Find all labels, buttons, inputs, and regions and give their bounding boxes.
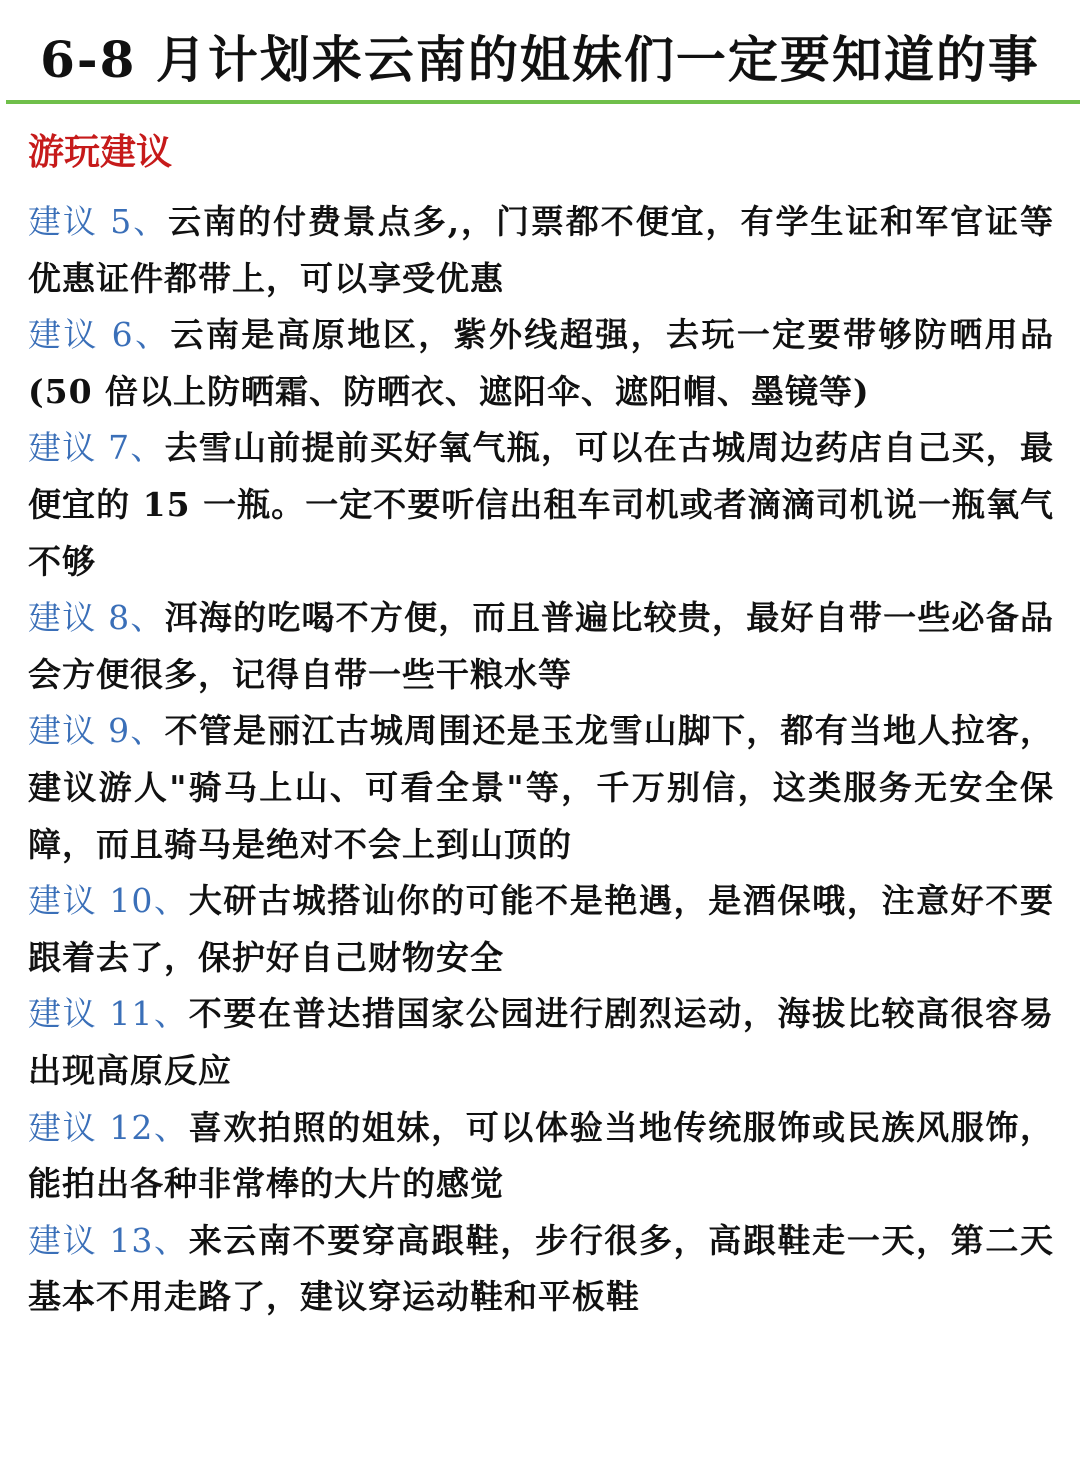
tip-label: 建议 10、 xyxy=(28,881,189,921)
tip-item xyxy=(28,1100,1054,1213)
tip-label: 建议 8、 xyxy=(28,598,165,638)
tip-item xyxy=(28,590,1054,703)
tip-label: 建议 12、 xyxy=(28,1107,189,1147)
tip-text: 去雪山前提前买好氧气瓶，可以在古城周边药店自己买，最便宜的 15 一瓶。一定不要听信出租车司机或者滴滴司机说一瓶氧气不够 xyxy=(28,428,1054,581)
tip-text: 云南是高原地区，紫外线超强，去玩一定要带够防晒用品(50 倍以上防晒霜、防晒衣、遮阳伞、遮阳帽、墨镜等) xyxy=(28,315,1054,411)
tip-item xyxy=(28,420,1054,590)
tip-label: 建议 9、 xyxy=(28,711,165,751)
page-title: 6-8 月计划来云南的姐妹们一定要知道的事 xyxy=(40,30,1040,89)
tip-label: 建议 5、 xyxy=(28,202,169,241)
tip-item xyxy=(28,1213,1054,1326)
title-divider xyxy=(6,100,1080,104)
tip-item xyxy=(28,307,1054,420)
tip-text: 喜欢拍照的姐妹，可以体验当地传统服饰或民族风服饰，能拍出各种非常棒的大片的感觉 xyxy=(28,1107,1055,1204)
tip-text: 来云南不要穿高跟鞋，步行很多，高跟鞋走一天，第二天基本不用走路了，建议穿运动鞋和平板鞋 xyxy=(28,1220,1055,1317)
tip-text: 不要在普达措国家公园进行剧烈运动，海拔比较高很容易出现高原反应 xyxy=(28,994,1055,1090)
tip-text: 云南的付费景点多,，门票都不便宜，有学生证和军官证等优惠证件都带上，可以享受优惠 xyxy=(28,202,1054,298)
section-title: 游玩建议 xyxy=(28,131,173,173)
tip-label: 建议 6、 xyxy=(28,315,171,355)
tip-item xyxy=(28,194,1054,307)
tip-text: 不管是丽江古城周围还是玉龙雪山脚下，都有当地人拉客，建议游人"骑马上山、可看全景"等，千万别信，这类服务无安全保障，而且骑马是绝对不会上到山顶的 xyxy=(28,711,1054,864)
tip-label: 建议 13、 xyxy=(28,1220,189,1260)
tip-text: 大研古城搭讪你的可能不是艳遇，是酒保哦，注意好不要跟着去了，保护好自己财物安全 xyxy=(28,881,1055,977)
tips-list xyxy=(28,194,1054,1326)
tip-text: 洱海的吃喝不方便，而且普遍比较贵，最好自带一些必备品会方便很多，记得自带一些干粮水等 xyxy=(28,598,1054,694)
tip-item xyxy=(28,873,1054,986)
tip-item xyxy=(28,986,1054,1099)
tip-label: 建议 7、 xyxy=(28,428,165,468)
tip-item xyxy=(28,703,1054,873)
tip-label: 建议 11、 xyxy=(28,994,189,1034)
